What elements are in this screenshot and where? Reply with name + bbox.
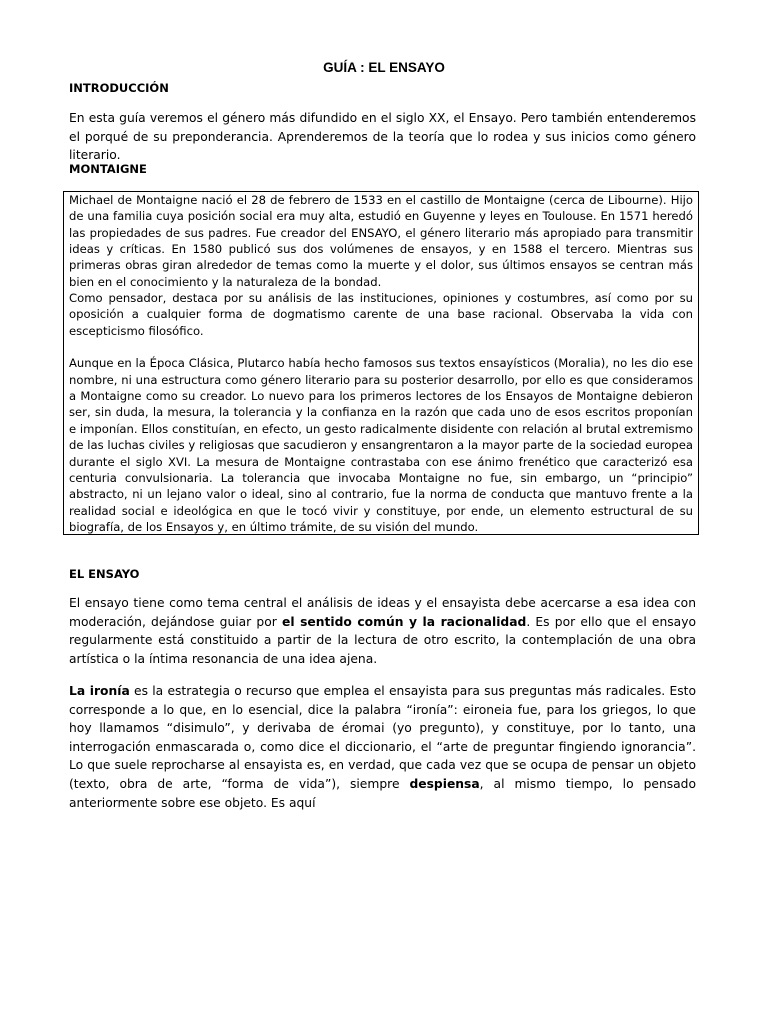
- ensayo-p1-text-a: El ensayo tiene como tema central el análisis de ideas y el ensayista debe acercarse a esa idea con moderación, dejándose guiar por: [69, 596, 696, 629]
- ensayo-p2-bold-despiensa: despiensa: [409, 776, 480, 791]
- ensayo-p2-text-b: , al mismo tiempo, lo pensado anteriormente sobre ese objeto. Es aquí: [69, 776, 697, 810]
- ensayo-p1-bold: el sentido común y la racionalidad: [281, 614, 527, 629]
- montaigne-box: [63, 191, 699, 535]
- montaigne-paragraph-3: Aunque en la Época Clásica, Plutarco había hecho famosos sus textos ensayísticos (Moralia), no les dio ese nombre, ni una estructura como género literario para su posterior desarrollo, por ello es que consideramos a Montaigne como su creador. Lo nuevo para los primeros lectores de los Ensayos de Montaigne debieron ser, sin duda, la mesura, la tolerancia y la confianza en la razón que cada uno de esos escritos proponían e imponían. Ellos constituían, en efecto, un gesto radicalmente disidente con relación al brutal extremismo de las luchas civiles y religiosas que sacudieron y ensangrentaron a la mayor parte de la sociedad europea durante el siglo XVI. La mesura de Montaigne contrastaba con ese ánimo frenético que caracterizó esa centuria convulsionaria. La tolerancia que invocaba Montaigne no fue, sin embargo, un “principio” abstracto, ni un lejano valor o ideal, sino al contrario, fue la norma de conducta que mantuvo frente a la realidad social e ideológica en que le tocó vivir y constituye, por ende, un elemento estructural de su biografía, de los Ensayos y, en último trámite, de su visión del mundo.: [69, 356, 693, 534]
- ensayo-paragraph-1: [69, 594, 696, 668]
- intro-heading: INTRODUCCIÓN: [69, 81, 169, 95]
- ensayo-paragraph-2: [69, 682, 696, 812]
- intro-paragraph: En esta guía veremos el género más difundido en el siglo XX, el Ensayo. Pero también entenderemos el porqué de su preponderancia. Aprenderemos de la teoría que lo rodea y sus inicios como género literario.: [69, 111, 696, 163]
- ensayo-p1-text-b: . Es por ello que el ensayo regularmente está constituido a partir de la lectura de otro escrito, la contemplación de una obra artística o la íntima resonancia de una idea ajena.: [69, 614, 697, 666]
- ensayo-heading: EL ENSAYO: [69, 567, 140, 581]
- document-title: GUÍA : EL ENSAYO: [323, 60, 445, 75]
- ensayo-p2-bold-ironia: La ironía: [69, 684, 130, 698]
- montaigne-paragraph-2: Como pensador, destaca por su análisis de las instituciones, opiniones y costumbres, así como por su oposición a cualquier forma de dogmatismo carente de una base racional. Observaba la vida con escepticismo filosófico.: [69, 291, 693, 338]
- montaigne-paragraph-1: Michael de Montaigne nació el 28 de febrero de 1533 en el castillo de Montaigne (cerca de Libourne). Hijo de una familia cuya posición social era muy alta, estudió en Guyenne y leyes en Toulouse. En 1571 heredó las propiedades de sus padres. Fue creador del ENSAYO, el género literario más apropiado para transmitir ideas y críticas. En 1580 publicó sus dos volúmenes de ensayos, y en 1588 el tercero. Mientras sus primeras obras giran alrededor de temas como la muerte y el dolor, sus últimos ensayos se centran más bien en el conocimiento y la naturaleza de la bondad.: [69, 193, 693, 289]
- montaigne-heading: MONTAIGNE: [69, 162, 147, 176]
- ensayo-p2-text-a: es la estrategia o recurso que emplea el ensayista para sus preguntas más radicales. Esto corresponde a lo que, en lo esencial, dice la palabra “ironía”: eironeia fue, para los griegos, lo que hoy llamamos “disimulo”, y derivaba de éromai (yo pregunto), y constituye, por lo tanto, una interrogación enmascarada o, como dice el diccionario, el “arte de preguntar fingiendo ignorancia”. Lo que suele reprocharse al ensayista es, en verdad, que cada vez que se ocupa de pensar un objeto (texto, obra de arte, “forma de vida”), siempre: [69, 684, 696, 791]
